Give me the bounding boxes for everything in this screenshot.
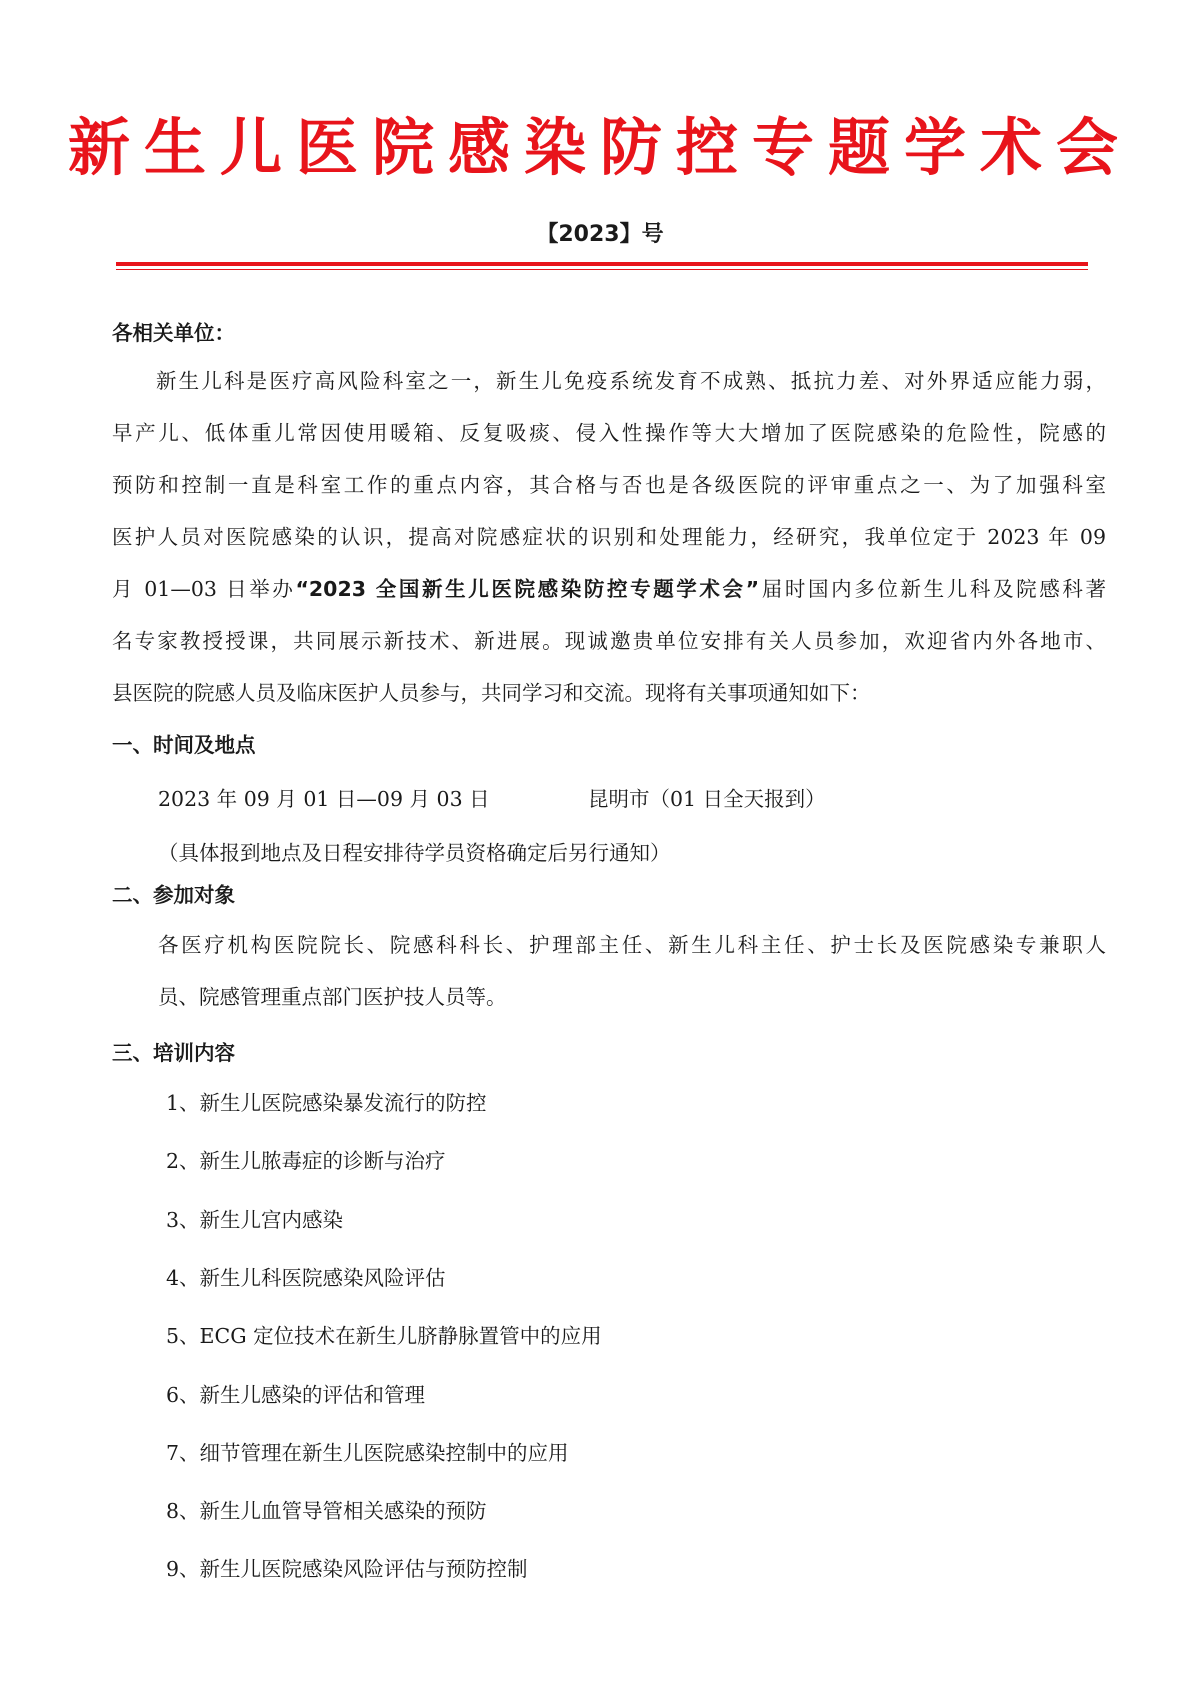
intro-line-7: 县医院的院感人员及临床医护人员参与，共同学习和交流。现将有关事项通知如下： [112, 681, 871, 705]
header-rule-thick [116, 262, 1088, 266]
training-item: 4、新生儿科医院感染风险评估 [166, 1266, 446, 1290]
training-item: 6、新生儿感染的评估和管理 [166, 1383, 426, 1407]
header-rule-thin [116, 269, 1088, 270]
training-item: 1、新生儿医院感染暴发流行的防控 [166, 1091, 487, 1115]
document-number: 【2023】号 [536, 222, 664, 247]
intro-line-6: 名专家教授授课，共同展示新技术、新进展。现诚邀贵单位安排有关人员参加，欢迎省内外各地市、 [112, 629, 1106, 653]
intro-line-5-pre: 月 01—03 日举办 [112, 577, 296, 601]
intro-line-2: 早产儿、低体重儿常因使用暖箱、反复吸痰、侵入性操作等大大增加了医院感染的危险性，院感的 [112, 421, 1106, 445]
conference-name: “2023 全国新生儿医院感染防控专题学术会” [295, 577, 760, 601]
participants-line-2: 员、院感管理重点部门医护技人员等。 [158, 985, 507, 1009]
event-place: 昆明市（01 日全天报到） [588, 787, 826, 811]
section-3-heading: 三、培训内容 [112, 1041, 235, 1065]
intro-line-3: 预防和控制一直是科室工作的重点内容，其合格与否也是各级医院的评审重点之一、为了加强科室 [112, 473, 1106, 497]
intro-line-5 [112, 574, 1106, 604]
training-item: 3、新生儿宫内感染 [166, 1208, 344, 1232]
training-item: 7、细节管理在新生儿医院感染控制中的应用 [166, 1441, 569, 1465]
training-item: 8、新生儿血管导管相关感染的预防 [166, 1499, 487, 1523]
document-title: 新生儿医院感染防控专题学术会 [67, 111, 1132, 184]
intro-line-1: 新生儿科是医疗高风险科室之一，新生儿免疫系统发育不成熟、抵抗力差、对外界适应能力弱， [156, 369, 1106, 393]
intro-line-4: 医护人员对医院感染的认识，提高对院感症状的识别和处理能力，经研究，我单位定于 2023 年 09 [112, 525, 1106, 549]
participants-line-1: 各医疗机构医院院长、院感科科长、护理部主任、新生儿科主任、护士长及医院感染专兼职人 [158, 933, 1106, 957]
section-1-heading: 一、时间及地点 [112, 733, 256, 757]
training-item: 2、新生儿脓毒症的诊断与治疗 [166, 1149, 446, 1173]
event-note: （具体报到地点及日程安排待学员资格确定后另行通知） [158, 841, 671, 865]
event-date: 2023 年 09 月 01 日—09 月 03 日 [158, 787, 490, 811]
salutation: 各相关单位： [112, 321, 235, 345]
training-item: 5、ECG 定位技术在新生儿脐静脉置管中的应用 [166, 1324, 602, 1348]
training-item: 9、新生儿医院感染风险评估与预防控制 [166, 1557, 528, 1581]
intro-line-5-post: 届时国内多位新生儿科及院感科著 [759, 577, 1106, 601]
section-2-heading: 二、参加对象 [112, 883, 235, 907]
